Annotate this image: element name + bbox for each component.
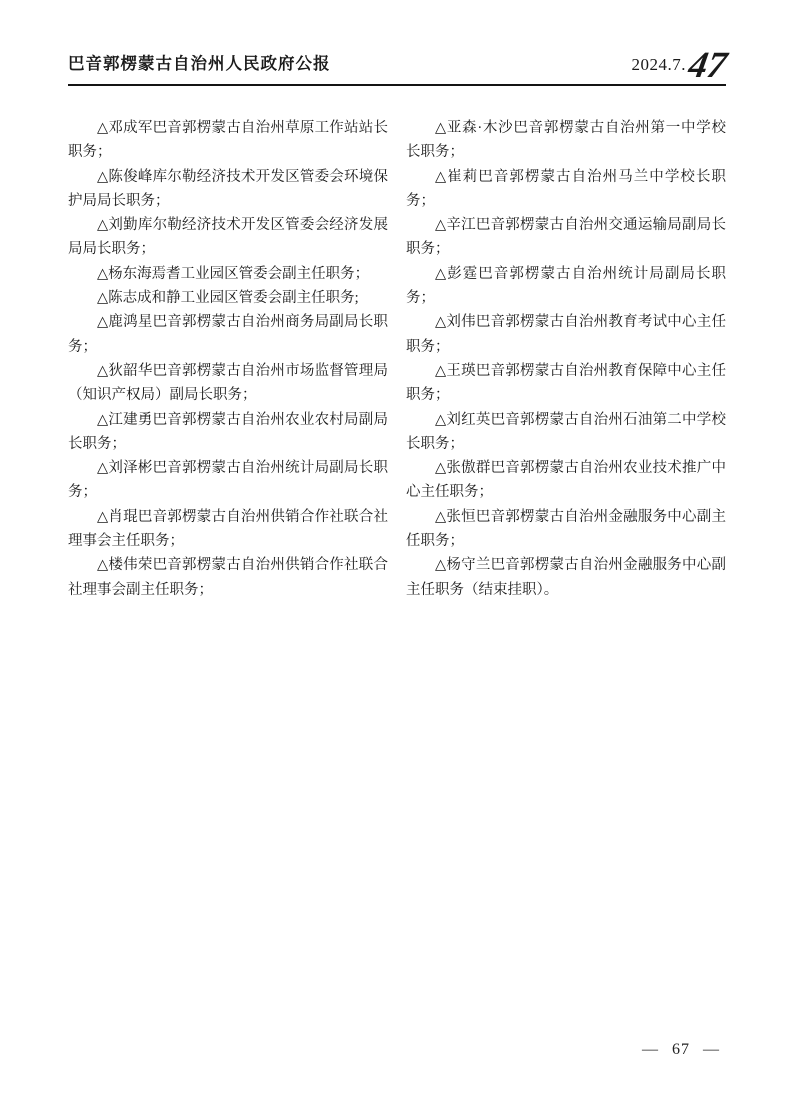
page-number: — 67 — (642, 1041, 720, 1058)
appointment-item: △杨守兰巴音郭楞蒙古自治州金融服务中心副主任职务（结束挂职）。 (406, 557, 726, 598)
appointment-item: △亚森·木沙巴音郭楞蒙古自治州第一中学校长职务； (406, 120, 726, 161)
appointment-item: △刘泽彬巴音郭楞蒙古自治州统计局副局长职务； (68, 460, 388, 501)
page-header (68, 44, 730, 86)
appointment-item: △杨东海焉耆工业园区管委会副主任职务； (97, 265, 370, 282)
appointment-item: △刘勤库尔勒经济技术开发区管委会经济发展局局长职务； (68, 217, 388, 258)
appointment-item: △陈志成和静工业园区管委会副主任职务; (97, 290, 359, 307)
gazette-title: 巴音郭楞蒙古自治州人民政府公报 (68, 55, 331, 73)
appointment-item: △张恒巴音郭楞蒙古自治州金融服务中心副主任职务； (406, 508, 726, 550)
appointment-item: △楼伟荣巴音郭楞蒙古自治州供销合作社联合社理事会副主任职务； (68, 557, 388, 598)
issue-info (631, 44, 730, 86)
appointment-item: △彭霆巴音郭楞蒙古自治州统计局副局长职务； (406, 265, 726, 307)
appointment-item: △狄韶华巴音郭楞蒙古自治州市场监督管理局（知识产权局）副局长职务； (68, 362, 388, 404)
two-column-body (68, 116, 726, 602)
appointment-item: △鹿鸿星巴音郭楞蒙古自治州商务局副局长职务； (68, 314, 388, 355)
appointment-item: △江建勇巴音郭楞蒙古自治州农业农村局副局长职务； (68, 411, 388, 452)
appointment-item: △崔莉巴音郭楞蒙古自治州马兰中学校长职务； (406, 168, 726, 209)
appointment-item: △肖琨巴音郭楞蒙古自治州供销合作社联合社理事会主任职务； (68, 508, 388, 550)
appointment-item: △张傲群巴音郭楞蒙古自治州农业技术推广中心主任职务； (406, 460, 726, 501)
appointment-item: △王瑛巴音郭楞蒙古自治州教育保障中心主任职务； (406, 362, 726, 404)
appointment-item: △刘伟巴音郭楞蒙古自治州教育考试中心主任职务； (406, 314, 726, 355)
appointment-item: △邓成军巴音郭楞蒙古自治州草原工作站站长职务； (68, 120, 388, 161)
right-column (406, 116, 726, 602)
issue-number: 47 (685, 44, 730, 86)
appointment-item: △辛江巴音郭楞蒙古自治州交通运输局副局长职务； (406, 217, 726, 258)
appointment-item: △陈俊峰库尔勒经济技术开发区管委会环境保护局局长职务； (68, 168, 388, 209)
issue-date: 2024.7. (631, 55, 686, 74)
left-column (68, 116, 388, 602)
appointment-item: △刘红英巴音郭楞蒙古自治州石油第二中学校长职务； (406, 411, 726, 452)
